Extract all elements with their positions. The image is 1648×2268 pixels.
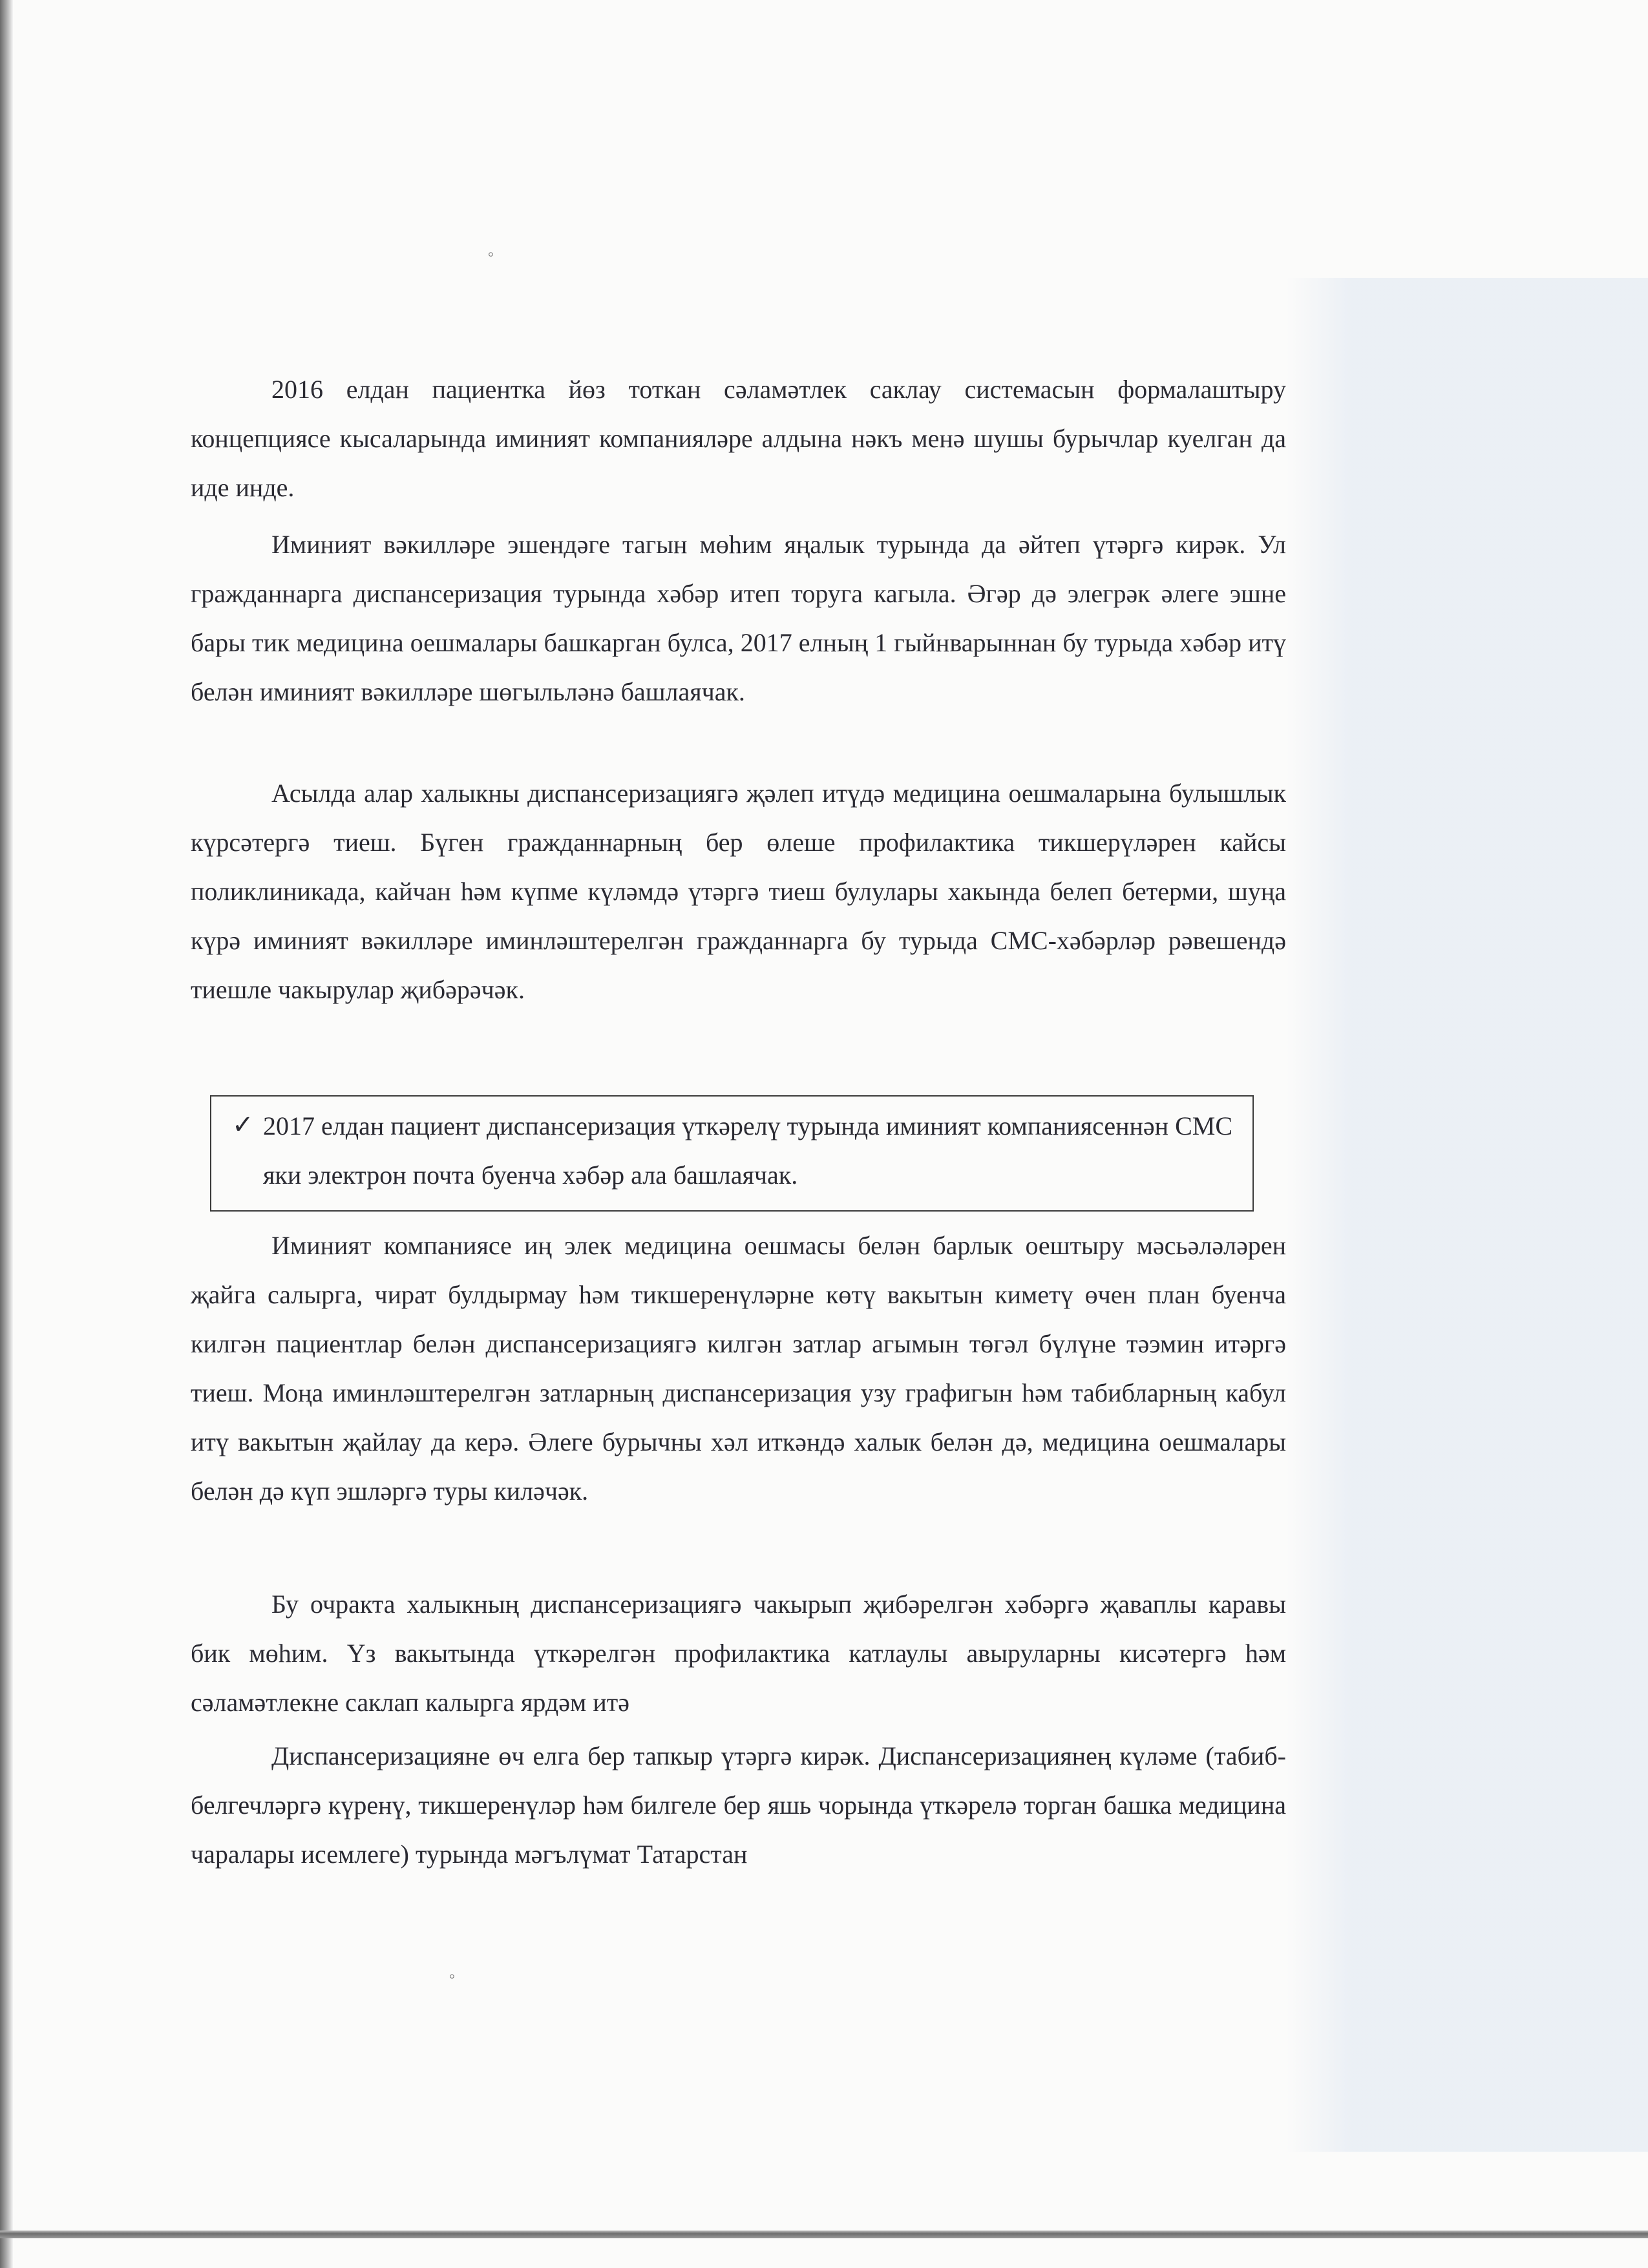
highlight-box [210, 1095, 1254, 1212]
scan-shading [1286, 278, 1648, 2152]
scan-speck-icon: ° [449, 1971, 455, 1987]
paragraph-6: Диспансеризацияне өч елга бер тапкыр үтәргә кирәк. Диспансеризациянең күләме (табиб-белгечләргә күренү, тикшеренүләр һәм билгеле бер яшь чорында үткәрелә торган башка медицина чаралары исемлеге) турында мәгълүмат Татарстан [191, 1741, 1286, 1869]
scan-left-edge [0, 0, 13, 2268]
paragraph-4: Иминият компаниясе иң элек медицина оешмасы белән барлык оештыру мәсьәләләрен җайга салырга, чират булдырмау һәм тикшеренүләрне көтү вакытын киметү өчен план буенча килгән пациентлар белән диспансеризациягә килгән затлар агымын төгәл бүлүне тәэмин итәргә тиеш. Моңа иминләштерелгән затларның диспансеризация узу графигын һәм табибларның кабул итү вакытын җайлау да керә. Әлеге бурычны хәл иткәндә халык белән дә, медицина оешмалары белән дә күп эшләргә туры киләчәк. [191, 1231, 1286, 1506]
paragraph-2: Иминият вәкилләре эшендәге тагын мөһим яңалык турында да әйтеп үтәргә кирәк. Ул гражданнарга диспансеризация турында хәбәр итеп торуга кагыла. Әгәр дә элегрәк әлеге эшне бары тик медицина оешмалары башкарган булса, 2017 елның 1 гыйнварыннан бу турыда хәбәр итү белән иминият вәкилләре шөгыльләнә башлаячак. [191, 530, 1286, 706]
checkmark-icon: ✓ [232, 1110, 254, 1140]
paragraph-5: Бу очракта халыкның диспансеризациягә чакырып җибәрелгән хәбәргә җаваплы каравы бик мөһим. Үз вакытында үткәрелгән профилактика катлаулы авыруларны кисәтергә һәм сәламәтлекне саклап калырга ярдәм итә [191, 1590, 1286, 1717]
scan-speck-icon: ° [488, 249, 494, 265]
highlight-text: 2017 елдан пациент диспансеризация үткәрелү турында иминият компаниясеннән СМС яки электрон почта буенча хәбәр ала башлаячак. [263, 1111, 1232, 1190]
paragraph-3: Асылда алар халыкны диспансеризациягә җәлеп итүдә медицина оешмаларына булышлык күрсәтергә тиеш. Бүген гражданнарның бер өлеше профилактика тикшерүләрен кайсы поликлиникада, кайчан һәм күпме күләмдә үтәргә тиеш булулары хакында белеп бетерми, шуңа күрә иминият вәкилләре иминләштерелгән гражданнарга бу турыда СМС-хәбәрләр рәвешендә тиешле чакырулар җибәрәчәк. [191, 779, 1286, 1004]
paragraph-1: 2016 елдан пациентка йөз тоткан сәламәтлек саклау системасын формалаштыру концепциясе кысаларында иминият компанияләре алдына нәкъ менә шушы бурычлар куелган да иде инде. [191, 375, 1286, 502]
scan-bottom-edge [0, 2231, 1648, 2238]
